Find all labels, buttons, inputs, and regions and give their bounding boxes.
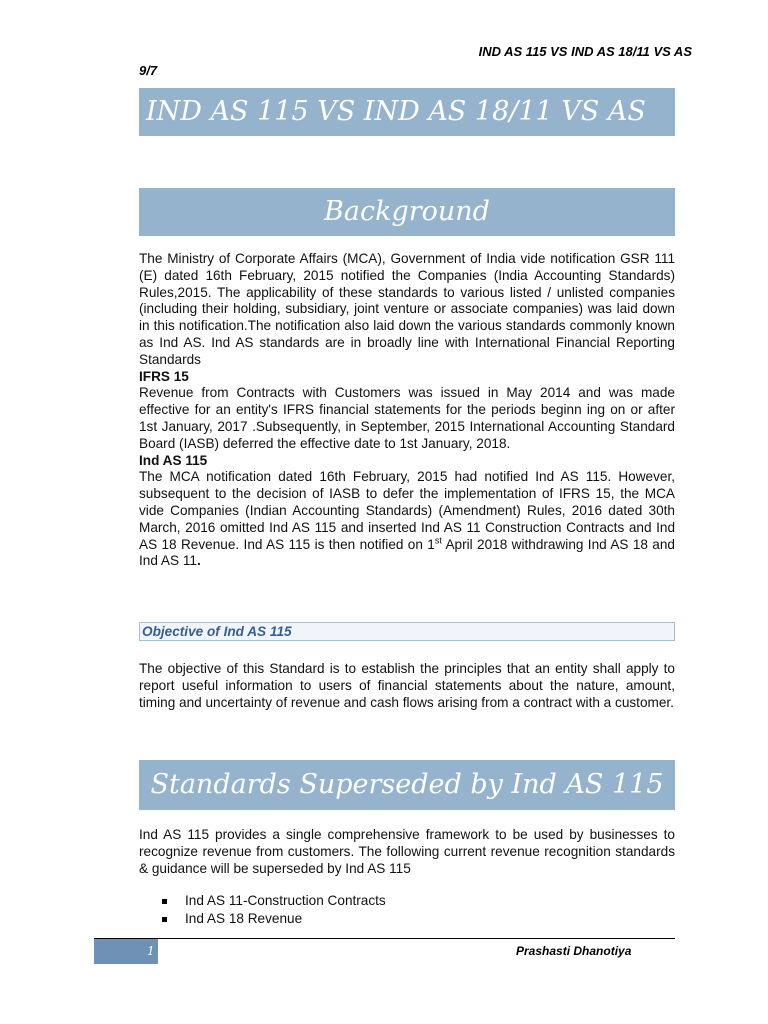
indas115-text-sup: st bbox=[434, 535, 442, 546]
background-section bbox=[139, 251, 675, 570]
background-intro-paragraph: The Ministry of Corporate Affairs (MCA), Government of India vide notification GSR 111 (E) dated 16th February, 2015 notified the Companies (India Accounting Standards) Rules,2015. The applicability of these standards to various listed / unlisted companies (including their holding, subsidiary, joint venture or associate companies) was laid down in this notification.The notification also laid down the various standards commonly known as Ind AS. Ind AS standards are in broadly line with International Financial Reporting Standards bbox=[139, 251, 675, 367]
superseded-section bbox=[139, 827, 675, 877]
bullet-square-icon bbox=[162, 917, 167, 922]
running-header-line2: 9/7 bbox=[139, 63, 158, 78]
indas115-paragraph bbox=[139, 469, 675, 570]
indas115-text-end: . bbox=[196, 553, 201, 569]
objective-section bbox=[139, 661, 675, 711]
ifrs15-subheading: IFRS 15 bbox=[139, 368, 189, 384]
list-item bbox=[162, 910, 386, 928]
indas115-text-post: April 2018 withdrawing Ind AS 18 and Ind AS 11 bbox=[139, 536, 675, 569]
list-item bbox=[162, 892, 386, 910]
title-banner: IND AS 115 VS IND AS 18/11 VS AS 9/7 bbox=[139, 88, 675, 136]
superseded-paragraph: Ind AS 115 provides a single comprehensive framework to be used by businesses to recognize revenue from customers. The following current revenue recognition standards & guidance will be superseded by Ind AS 115 bbox=[139, 827, 675, 876]
running-header bbox=[139, 42, 694, 80]
indas115-subheading: Ind AS 115 bbox=[139, 452, 208, 468]
superseded-list bbox=[162, 892, 386, 928]
footer-rule bbox=[94, 938, 675, 939]
list-item-label: Ind AS 11-Construction Contracts bbox=[185, 893, 386, 908]
footer-author: Prashasti Dhanotiya bbox=[516, 944, 632, 958]
superseded-heading: Standards Superseded by Ind AS 115 bbox=[139, 760, 675, 810]
objective-heading: Objective of Ind AS 115 bbox=[139, 622, 675, 641]
objective-paragraph: The objective of this Standard is to establish the principles that an entity shall apply to report useful information to users of financial statements about the nature, amount, timing and uncertainty of revenue and cash flows arising from a contract with a customer. bbox=[139, 661, 675, 710]
list-item-label: Ind AS 18 Revenue bbox=[185, 911, 303, 926]
bullet-square-icon bbox=[162, 899, 167, 904]
indas115-text-pre: The MCA notification dated 16th February, 2015 had notified Ind AS 115. However, subsequent to the decision of IASB to defer the implementation of IFRS 15, the MCA vide Companies (Indian Accounting Standards) (Amendment) Rules, 2016 dated 30th March, 2016 omitted Ind AS 115 and inserted Ind AS 11 Construction Contracts and Ind AS 18 Revenue. Ind AS 115 is then notified on 1 bbox=[139, 469, 675, 552]
ifrs15-paragraph: Revenue from Contracts with Customers was issued in May 2014 and was made effective for an entity's IFRS financial statements for the periods beginn ing on or after 1st January, 2017 .Subsequently, in September, 2015 International Accounting Standard Board (IASB) deferred the effective date to 1st January, 2018. bbox=[139, 385, 675, 451]
page-number: 1 bbox=[147, 944, 155, 958]
background-heading: Background bbox=[139, 188, 675, 236]
running-header-line1: IND AS 115 VS IND AS 18/11 VS AS bbox=[478, 44, 692, 59]
